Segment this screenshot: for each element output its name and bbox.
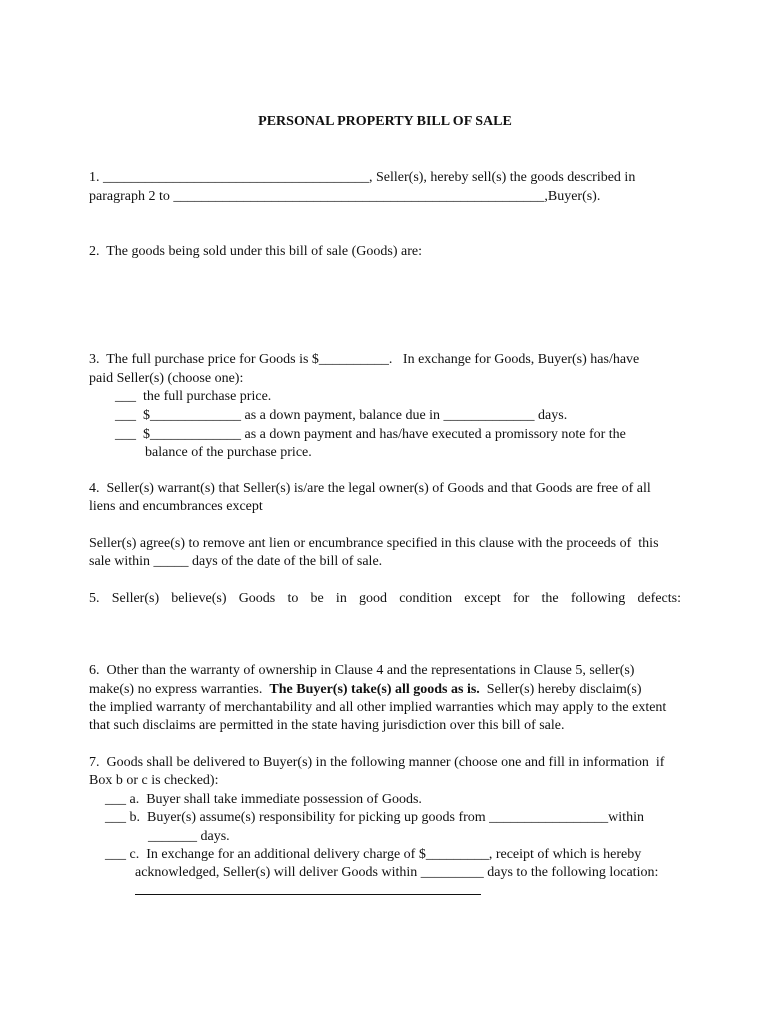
clause-3-option-3-cont: balance of the purchase price. xyxy=(145,445,312,460)
clause-3-line-2: paid Seller(s) (choose one): xyxy=(89,371,244,386)
clause-6-line-2-end: Seller(s) hereby disclaim(s) xyxy=(479,682,642,697)
document-title: PERSONAL PROPERTY BILL OF SALE xyxy=(258,114,512,129)
clause-7-option-c-cont: acknowledged, Seller(s) will deliver Goods within _________ days to the following location: xyxy=(135,865,659,880)
clause-3-option-2: ___ $_____________ as a down payment, balance due in _____________ days. xyxy=(115,408,568,423)
clause-4-line-1: 4. Seller(s) warrant(s) that Seller(s) is/are the legal owner(s) of Goods and that Goods are free of all xyxy=(89,481,651,496)
clause-7-option-b-cont: _______ days. xyxy=(148,829,230,844)
clause-3-line-1: 3. The full purchase price for Goods is $__________. In exchange for Goods, Buyer(s) has/have xyxy=(89,352,640,367)
as-is-statement: The Buyer(s) take(s) all goods as is. xyxy=(269,682,480,697)
clause-4-line-2: liens and encumbrances except xyxy=(89,499,263,514)
clause-7-option-c: ___ c. In exchange for an additional delivery charge of $_________, receipt of which is hereby xyxy=(105,847,642,862)
clause-6-line-1: 6. Other than the warranty of ownership in Clause 4 and the representations in Clause 5, seller(s) xyxy=(89,663,635,678)
clause-7-line-2: Box b or c is checked): xyxy=(89,773,219,788)
clause-7-option-a: ___ a. Buyer shall take immediate possession of Goods. xyxy=(105,792,422,807)
clause-3-option-1: ___ the full purchase price. xyxy=(115,389,272,404)
clause-6-line-4: that such disclaims are permitted in the state having jurisdiction over this bill of sale. xyxy=(89,718,565,733)
clause-2-line-1: 2. The goods being sold under this bill of sale (Goods) are: xyxy=(89,244,422,259)
clause-4-line-4: sale within _____ days of the date of the bill of sale. xyxy=(89,554,383,569)
clause-1-line-1: 1. ______________________________________, Seller(s), hereby sell(s) the goods described in xyxy=(89,170,636,185)
clause-1-line-2: paragraph 2 to _____________________________________________________,Buyer(s). xyxy=(89,189,601,204)
clause-7-option-b: ___ b. Buyer(s) assume(s) responsibility for picking up goods from _________________within xyxy=(105,810,644,825)
location-blank-line xyxy=(135,894,481,895)
clause-4-line-3: Seller(s) agree(s) to remove ant lien or encumbrance specified in this clause with the proceeds of this xyxy=(89,536,659,551)
clause-6-line-2 xyxy=(89,681,642,699)
clause-6-line-3: the implied warranty of merchantability and all other implied warranties which may apply to the extent xyxy=(89,700,667,715)
clause-3-option-3: ___ $_____________ as a down payment and has/have executed a promissory note for the xyxy=(115,427,626,442)
clause-6-line-2-start: make(s) no express warranties. xyxy=(89,682,270,697)
clause-7-line-1: 7. Goods shall be delivered to Buyer(s) in the following manner (choose one and fill in information if xyxy=(89,755,665,770)
clause-5-line-1: 5. Seller(s) believe(s) Goods to be in good condition except for the following defects: xyxy=(89,591,681,606)
